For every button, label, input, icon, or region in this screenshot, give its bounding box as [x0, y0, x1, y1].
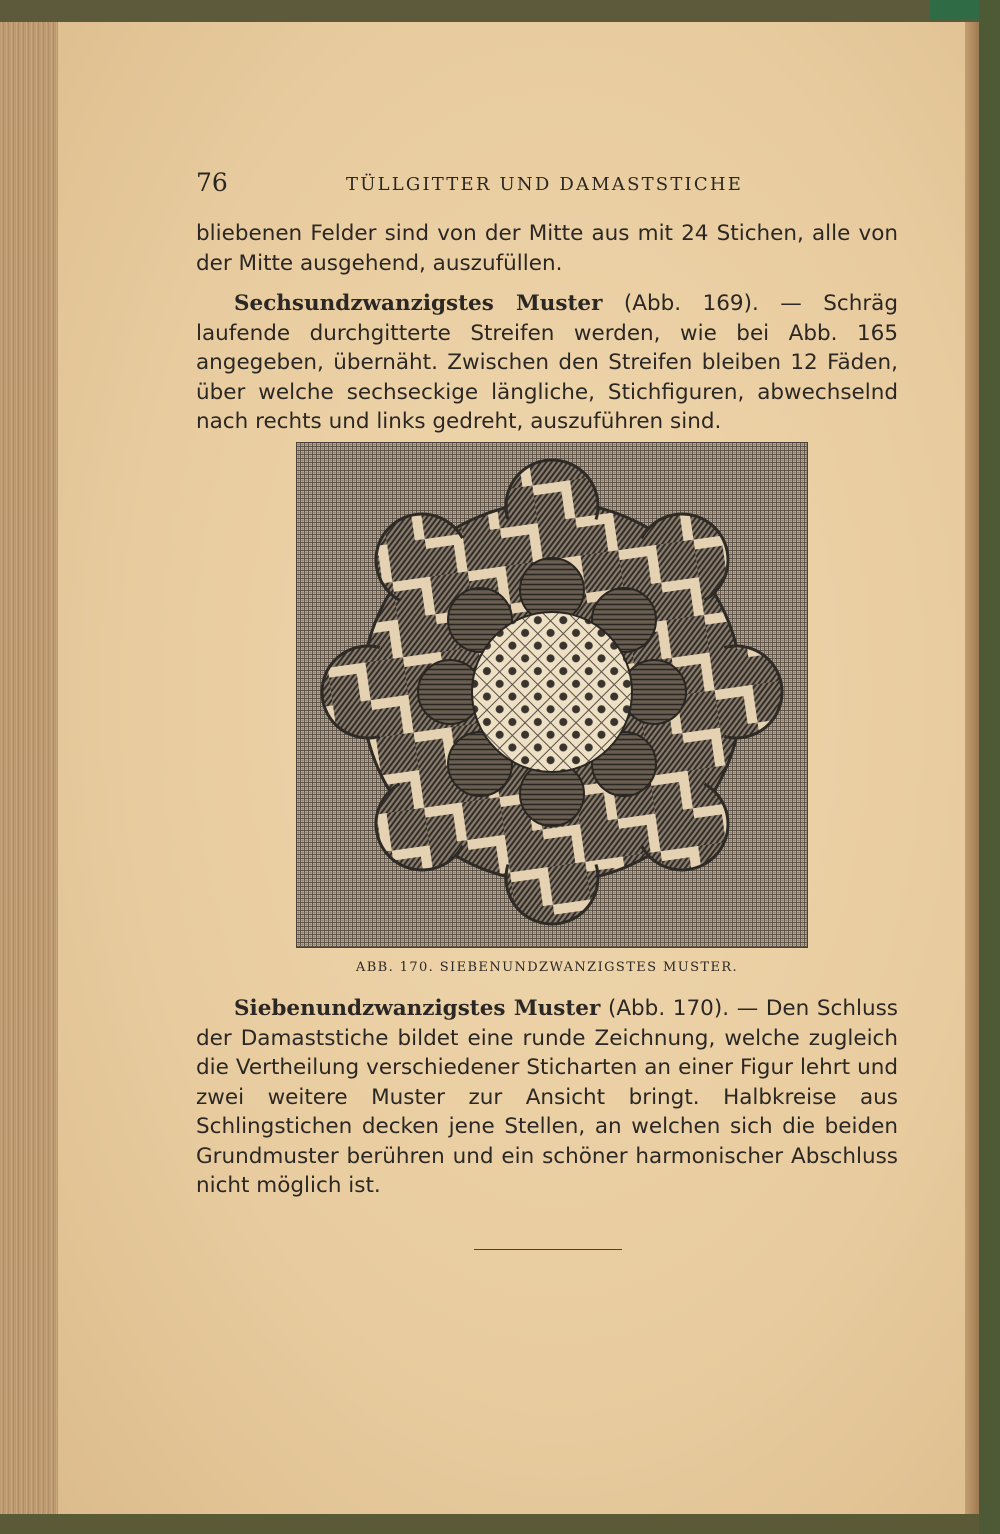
page-number: 76: [196, 168, 228, 197]
figure-caption: ABB. 170. SIEBENUNDZWANZIGSTES MUSTER.: [355, 960, 739, 975]
page-edges-left: [0, 22, 63, 1514]
embroidery-figure: [296, 442, 808, 948]
book-cover-top: [0, 0, 1000, 22]
page-edge-right: [965, 22, 979, 1514]
pattern-27-text: (Abb. 170). — Den Schluss der Damaststiche bildet eine runde Zeichnung, welche zugleich die Vertheilung verschiedener Sticharten an einer Figur lehrt und zwei weitere Muster zur Ansicht bringt. Halbkreise aus Schlingstichen decken jene Stellen, an welchen sich die beiden Grundmuster berühren und ein schöner harmonischer Abschluss nicht möglich ist.: [196, 996, 898, 1198]
paragraph-continued: [196, 219, 898, 278]
pattern-26-text: (Abb. 169). — Schräg laufende durchgitterte Streifen werden, wie bei Abb. 165 angegeben, übernäht. Zwischen den Streifen bleiben 12 Fäden, über welche sechseckige längliche, Stichfiguren, abwechselnd nach rechts und links gedreht, auszuführen sind.: [196, 291, 898, 434]
paragraph-pattern-27: [196, 994, 898, 1201]
book-cover-right: [979, 0, 1000, 1534]
paragraph-pattern-26: [196, 289, 898, 437]
page-header: [196, 168, 896, 202]
pattern-26-heading: Sechsundzwanzigstes Muster: [234, 291, 603, 316]
pattern-27-heading: Siebenundzwanzigstes Muster: [234, 996, 601, 1021]
paragraph-1-text: bliebenen Felder sind von der Mitte aus mit 24 Stichen, alle von der Mitte ausgehend, auszufüllen.: [196, 221, 898, 276]
running-title: TÜLLGITTER UND DAMASTSTICHE: [346, 174, 744, 195]
section-end-rule: [474, 1249, 622, 1250]
